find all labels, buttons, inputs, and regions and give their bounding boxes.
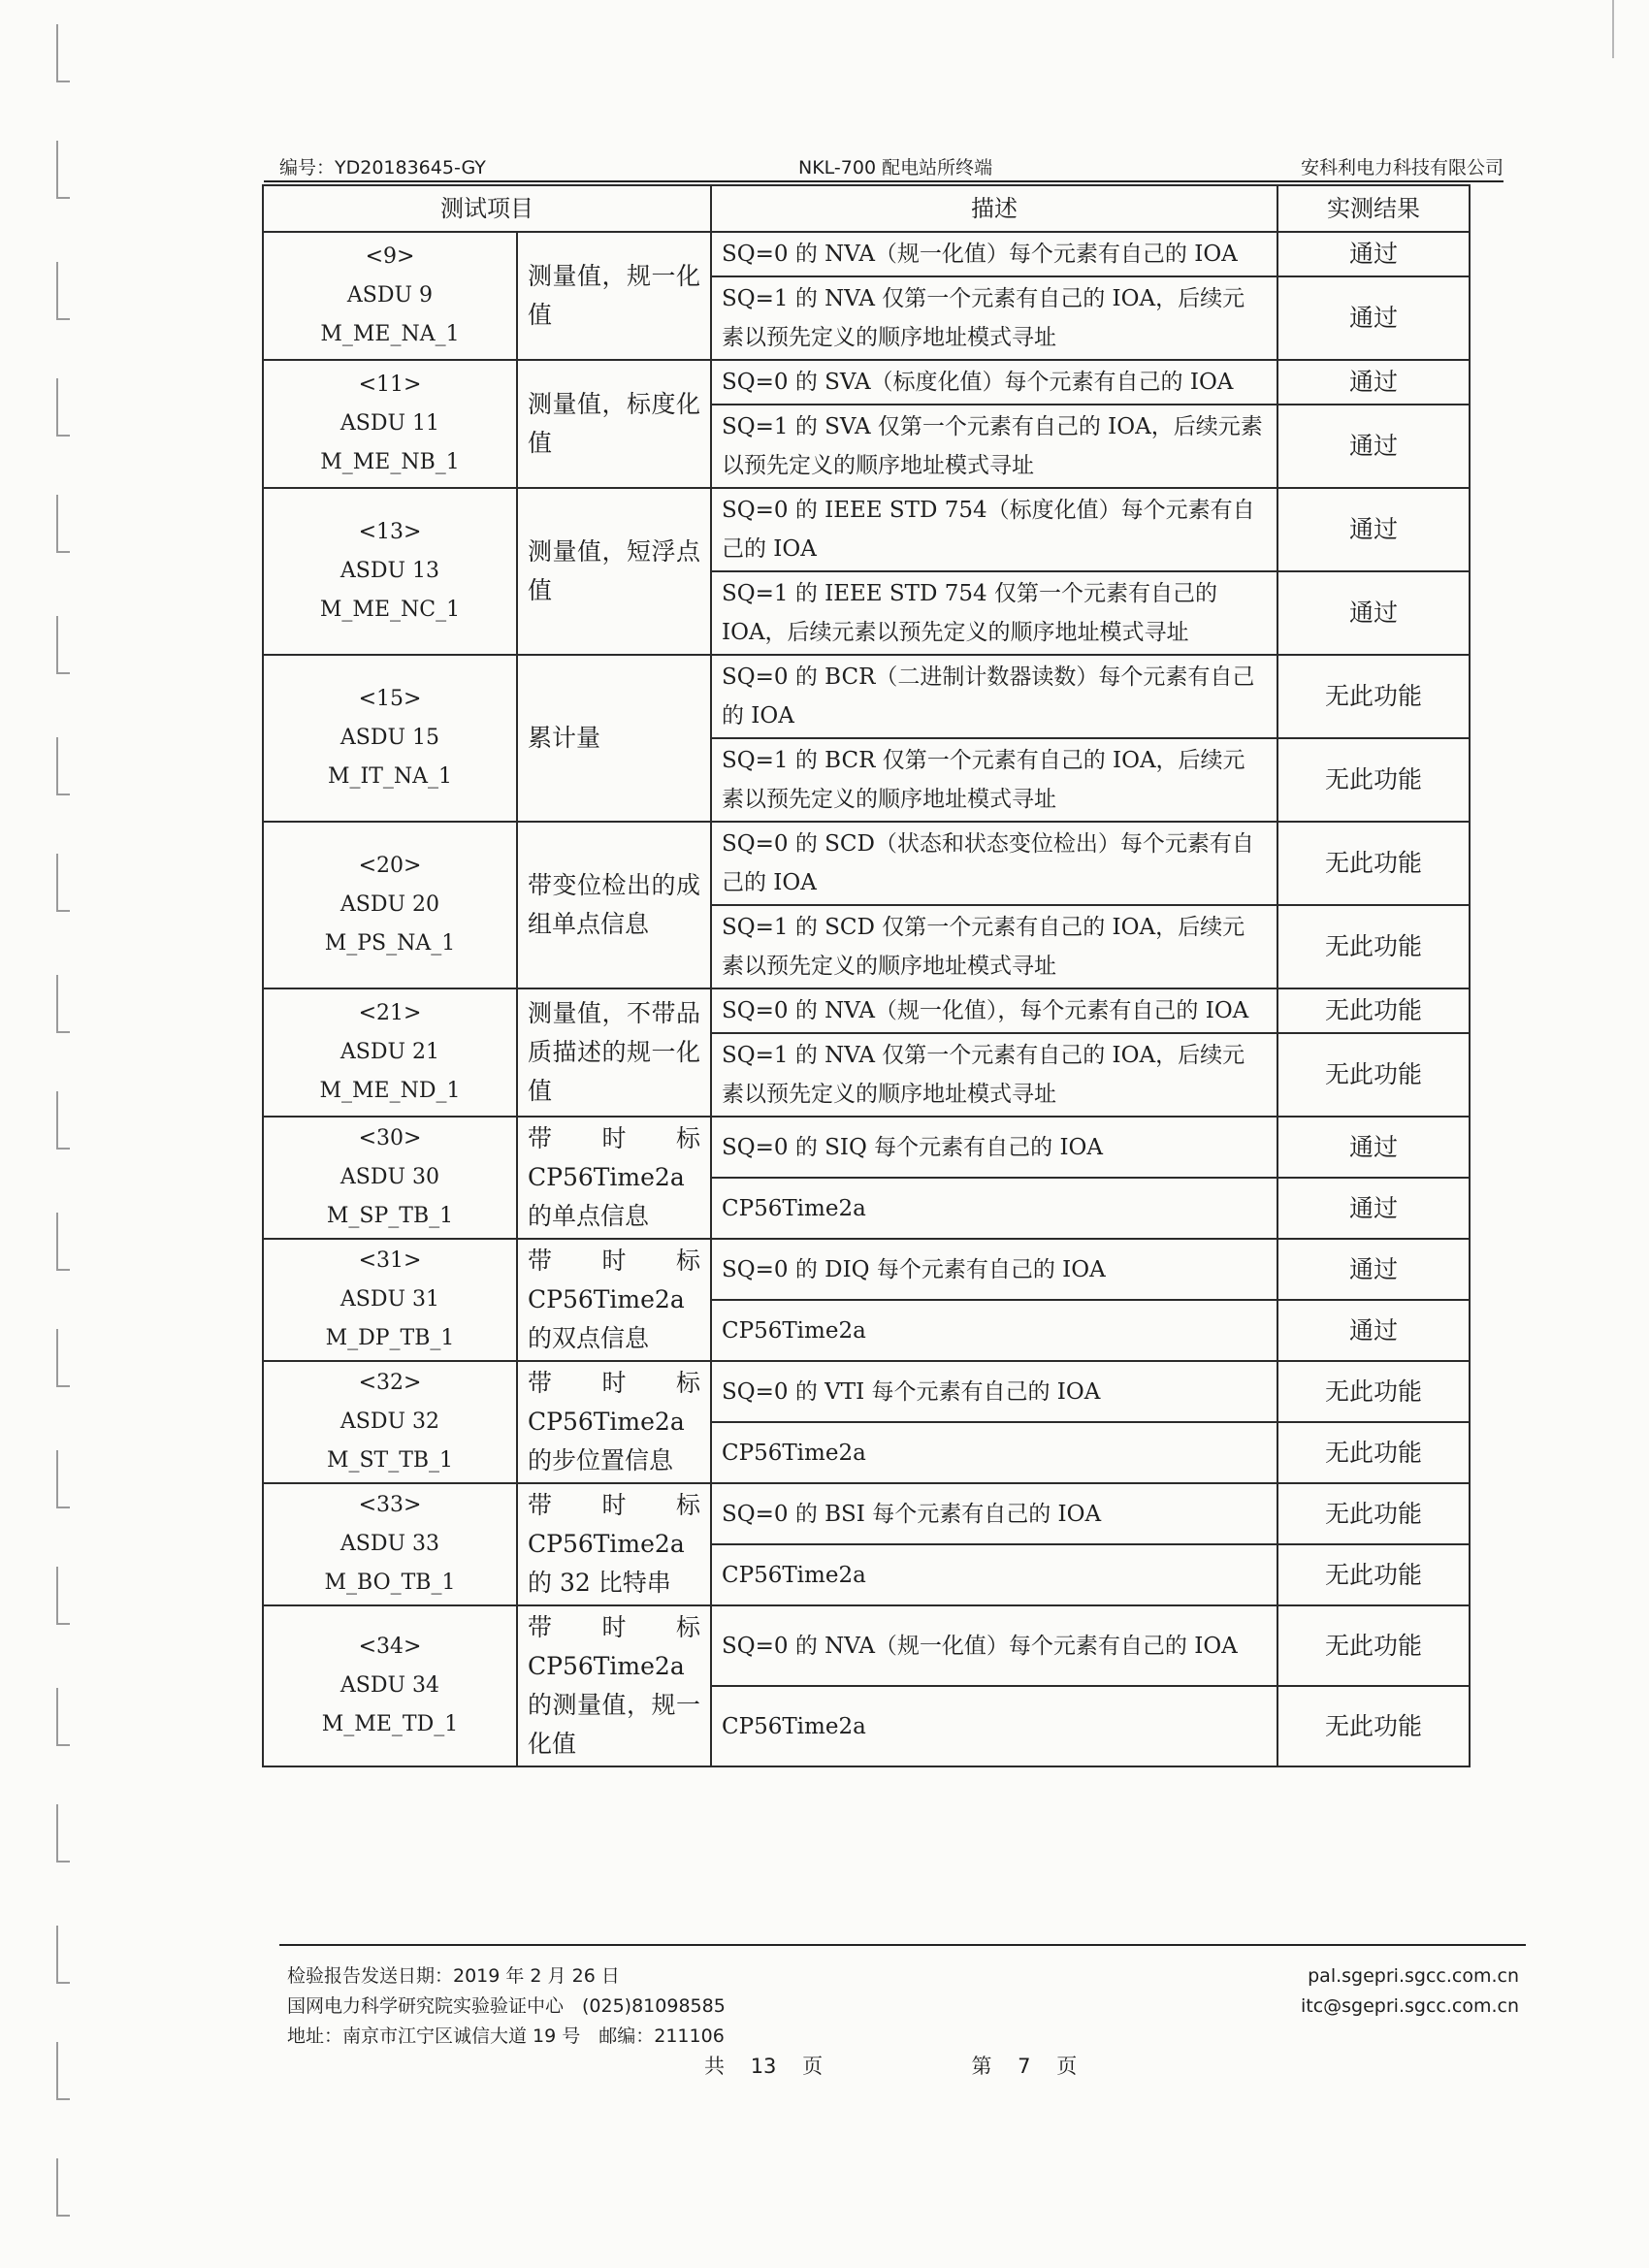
row-description: SQ=0 的 BCR（二进制计数器读数）每个元素有自己的 IOA: [711, 655, 1277, 738]
table-row: [263, 1605, 1470, 1686]
binding-mark: [56, 854, 70, 912]
row-description: SQ=1 的 IEEE STD 754 仅第一个元素有自己的 IOA，后续元素以预先定义的顺序地址模式寻址: [711, 571, 1277, 655]
row-description: SQ=0 的 IEEE STD 754（标度化值）每个元素有自己的 IOA: [711, 488, 1277, 571]
table-row: [263, 232, 1470, 276]
row-result: 通过: [1277, 232, 1470, 276]
test-results-table: [262, 184, 1471, 1767]
asdu-item: <11> ASDU 11 M_ME_NB_1: [263, 360, 517, 488]
table-row: [263, 1483, 1470, 1544]
row-result: 通过: [1277, 1178, 1470, 1239]
total-pages: 13: [750, 2055, 777, 2078]
row-description: CP56Time2a: [711, 1178, 1277, 1239]
table-row: [263, 360, 1470, 405]
row-description: SQ=0 的 NVA（规一化值）每个元素有自己的 IOA: [711, 232, 1277, 276]
row-description: SQ=0 的 SCD（状态和状态变位检出）每个元素有自己的 IOA: [711, 822, 1277, 905]
row-result: 通过: [1277, 276, 1470, 360]
page-header: [279, 153, 1504, 180]
asdu-item: <9> ASDU 9 M_ME_NA_1: [263, 232, 517, 360]
row-result: 无此功能: [1277, 655, 1470, 738]
asdu-type: 累计量: [517, 655, 711, 822]
page-edge: [1612, 0, 1614, 58]
row-result: 无此功能: [1277, 1483, 1470, 1544]
asdu-type: 带 时 标 CP56Time2a 的步位置信息: [517, 1361, 711, 1483]
table-row: [263, 1361, 1470, 1422]
binding-mark: [56, 1450, 70, 1508]
page-numbering: [704, 2052, 1096, 2082]
current-label: 第: [971, 2055, 992, 2078]
row-result: 无此功能: [1277, 738, 1470, 822]
row-description: CP56Time2a: [711, 1300, 1277, 1361]
row-description: CP56Time2a: [711, 1422, 1277, 1483]
binding-mark: [56, 737, 70, 795]
table-row: [263, 1239, 1470, 1300]
row-description: SQ=1 的 SVA 仅第一个元素有自己的 IOA，后续元素以预先定义的顺序地址模式寻址: [711, 405, 1277, 488]
binding-mark: [56, 495, 70, 553]
row-result: 无此功能: [1277, 988, 1470, 1033]
table-row: [263, 488, 1470, 571]
row-result: 通过: [1277, 405, 1470, 488]
row-result: 无此功能: [1277, 1544, 1470, 1605]
binding-mark: [56, 2042, 70, 2100]
binding-mark: [56, 616, 70, 674]
row-description: SQ=0 的 SIQ 每个元素有自己的 IOA: [711, 1117, 1277, 1178]
asdu-item: <13> ASDU 13 M_ME_NC_1: [263, 488, 517, 655]
row-description: SQ=1 的 BCR 仅第一个元素有自己的 IOA，后续元素以预先定义的顺序地址模式寻址: [711, 738, 1277, 822]
row-result: 通过: [1277, 360, 1470, 405]
address: 地址：南京市江宁区诚信大道 19 号 邮编：211106: [287, 2025, 725, 2047]
row-result: 通过: [1277, 571, 1470, 655]
footer-contact: [287, 1961, 726, 2052]
binding-mark: [56, 24, 70, 82]
asdu-item: <33> ASDU 33 M_BO_TB_1: [263, 1483, 517, 1605]
row-result: 无此功能: [1277, 1361, 1470, 1422]
table-row: [263, 655, 1470, 738]
row-description: SQ=1 的 NVA 仅第一个元素有自己的 IOA，后续元素以预先定义的顺序地址模式寻址: [711, 1033, 1277, 1117]
total-unit: 页: [802, 2055, 824, 2078]
asdu-type: 带 时 标 CP56Time2a 的双点信息: [517, 1239, 711, 1361]
footer-rule: [279, 1944, 1526, 1946]
asdu-item: <34> ASDU 34 M_ME_TD_1: [263, 1605, 517, 1766]
row-result: 无此功能: [1277, 822, 1470, 905]
send-date: 检验报告发送日期：2019 年 2 月 26 日: [287, 1965, 620, 1987]
total-label: 共: [704, 2055, 725, 2078]
asdu-type: 测量值，短浮点值: [517, 488, 711, 655]
binding-mark: [56, 1926, 70, 1984]
footer-web: [1301, 1961, 1519, 2022]
page-footer: [287, 1961, 1519, 2107]
asdu-type: 测量值，标度化值: [517, 360, 711, 488]
report-number: 编号：YD20183645-GY: [279, 157, 486, 178]
binding-mark: [56, 1804, 70, 1863]
asdu-item: <32> ASDU 32 M_ST_TB_1: [263, 1361, 517, 1483]
row-result: 无此功能: [1277, 1686, 1470, 1766]
header-rule: [264, 180, 1504, 182]
binding-mark: [56, 1091, 70, 1150]
row-result: 通过: [1277, 1300, 1470, 1361]
binding-mark: [56, 1329, 70, 1387]
row-result: 无此功能: [1277, 1033, 1470, 1117]
binding-mark: [56, 975, 70, 1033]
row-result: 通过: [1277, 488, 1470, 571]
current-unit: 页: [1056, 2055, 1078, 2078]
company-name: 安科利电力科技有限公司: [1300, 157, 1504, 178]
asdu-item: <30> ASDU 30 M_SP_TB_1: [263, 1117, 517, 1239]
row-description: SQ=0 的 DIQ 每个元素有自己的 IOA: [711, 1239, 1277, 1300]
asdu-item: <21> ASDU 21 M_ME_ND_1: [263, 988, 517, 1117]
row-description: CP56Time2a: [711, 1686, 1277, 1766]
col-header-result: 实测结果: [1277, 185, 1470, 232]
asdu-type: 测量值，不带品质描述的规一化值: [517, 988, 711, 1117]
row-result: 无此功能: [1277, 905, 1470, 988]
row-description: SQ=1 的 NVA 仅第一个元素有自己的 IOA，后续元素以预先定义的顺序地址模式寻址: [711, 276, 1277, 360]
binding-mark: [56, 378, 70, 437]
row-description: SQ=0 的 NVA（规一化值），每个元素有自己的 IOA: [711, 988, 1277, 1033]
table-row: [263, 822, 1470, 905]
table-header-row: [263, 185, 1470, 232]
row-result: 无此功能: [1277, 1422, 1470, 1483]
asdu-item: <15> ASDU 15 M_IT_NA_1: [263, 655, 517, 822]
row-result: 无此功能: [1277, 1605, 1470, 1686]
binding-mark: [56, 141, 70, 199]
asdu-type: 带变位检出的成组单点信息: [517, 822, 711, 988]
row-description: SQ=1 的 SCD 仅第一个元素有自己的 IOA，后续元素以预先定义的顺序地址模式寻址: [711, 905, 1277, 988]
current-page: 7: [1018, 2055, 1031, 2078]
binding-mark: [56, 2158, 70, 2217]
table-row: [263, 1117, 1470, 1178]
asdu-type: 带 时 标 CP56Time2a 的单点信息: [517, 1117, 711, 1239]
email: itc@sgepri.sgcc.com.cn: [1300, 1995, 1519, 2017]
col-header-test-item: 测试项目: [263, 185, 711, 232]
asdu-type: 测量值，规一化值: [517, 232, 711, 360]
row-description: SQ=0 的 SVA（标度化值）每个元素有自己的 IOA: [711, 360, 1277, 405]
row-result: 通过: [1277, 1117, 1470, 1178]
binding-mark: [56, 1567, 70, 1625]
asdu-type: 带 时 标 CP56Time2a 的测量值，规一化值: [517, 1605, 711, 1766]
binding-mark: [56, 1213, 70, 1271]
institute: 国网电力科学研究院实验验证中心 (025)81098585: [287, 1995, 726, 2017]
row-result: 通过: [1277, 1239, 1470, 1300]
table-row: [263, 988, 1470, 1033]
binding-mark: [56, 262, 70, 320]
row-description: SQ=0 的 VTI 每个元素有自己的 IOA: [711, 1361, 1277, 1422]
asdu-item: <20> ASDU 20 M_PS_NA_1: [263, 822, 517, 988]
asdu-type: 带 时 标 CP56Time2a 的 32 比特串: [517, 1483, 711, 1605]
row-description: SQ=0 的 NVA（规一化值）每个元素有自己的 IOA: [711, 1605, 1277, 1686]
row-description: CP56Time2a: [711, 1544, 1277, 1605]
row-description: SQ=0 的 BSI 每个元素有自己的 IOA: [711, 1483, 1277, 1544]
col-header-description: 描述: [711, 185, 1277, 232]
binding-marks: [56, 0, 76, 2268]
product-name: NKL-700 配电站所终端: [798, 157, 993, 178]
binding-mark: [56, 1688, 70, 1746]
asdu-item: <31> ASDU 31 M_DP_TB_1: [263, 1239, 517, 1361]
website: pal.sgepri.sgcc.com.cn: [1308, 1965, 1519, 1987]
